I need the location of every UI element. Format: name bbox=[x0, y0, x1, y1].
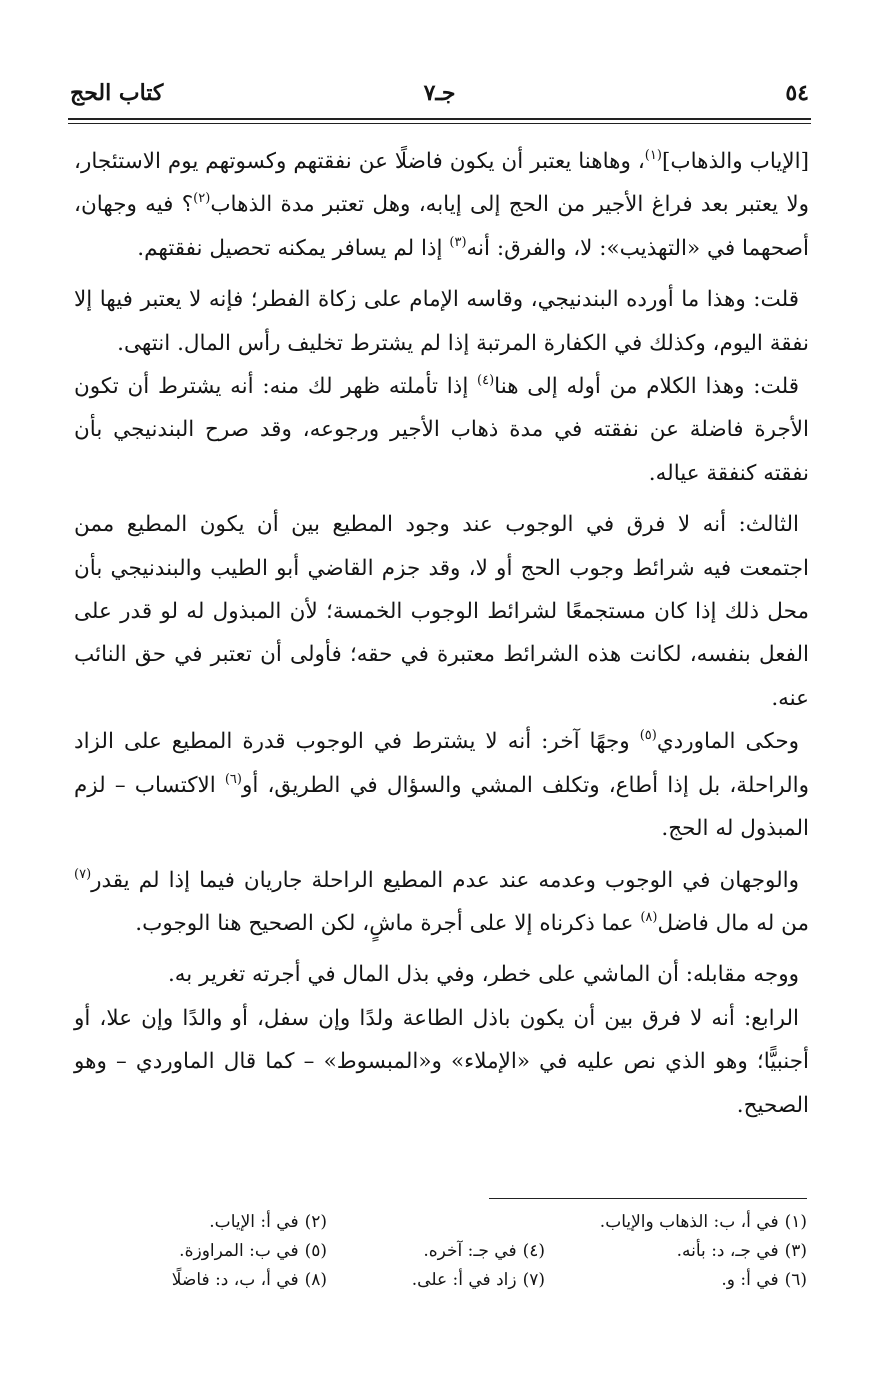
footnote-text: في أ: و. bbox=[721, 1270, 779, 1290]
footnote-marker: (٤) bbox=[477, 373, 495, 389]
footnote-marker: (٦) bbox=[224, 771, 242, 787]
footnote-row bbox=[74, 1208, 807, 1237]
paragraph-5 bbox=[74, 720, 809, 850]
footnote-number: (١) bbox=[784, 1212, 807, 1232]
paragraph-8 bbox=[74, 997, 809, 1127]
footnote-number: (٦) bbox=[784, 1270, 807, 1290]
footnote-marker: (٢) bbox=[193, 191, 211, 207]
paragraph-7 bbox=[74, 953, 809, 996]
footnote-item bbox=[412, 1266, 545, 1295]
footnote-text: في ب: المراوزة. bbox=[179, 1241, 299, 1261]
paragraph-text: إذا لم يسافر يمكنه تحصيل نفقتهم. bbox=[137, 235, 450, 261]
paragraph-text: قلت: وهذا ما أورده البندنيجي، وقاسه الإمام على زكاة الفطر؛ فإنه لا يعتبر فيها إلا نفقة اليوم، وكذلك في الكفارة المرتبة إذا لم يشترط تخليف رأس المال. انتهى. bbox=[74, 287, 809, 356]
footnote-marker: (٣) bbox=[449, 234, 467, 250]
footnote-item bbox=[600, 1208, 807, 1237]
page-number: ٥٤ bbox=[785, 80, 809, 106]
footnote-item bbox=[209, 1208, 327, 1237]
paragraph-text: من له مال فاضل bbox=[657, 910, 809, 936]
paragraph-text: قلت: وهذا الكلام من أوله إلى هنا bbox=[494, 374, 799, 400]
footnote-number: (٥) bbox=[304, 1241, 327, 1261]
footnote-text: في أ، ب: الذهاب والإياب. bbox=[599, 1212, 779, 1232]
volume-number: جـ٧ bbox=[423, 80, 456, 106]
paragraph-text: ووجه مقابله: أن الماشي على خطر، وفي بذل المال في أجرته تغرير به. bbox=[167, 962, 799, 988]
paragraph-text: الاكتساب – لزم المبذول له الحج. bbox=[74, 772, 809, 842]
paragraph-2 bbox=[74, 278, 809, 365]
footnote-separator bbox=[489, 1198, 807, 1199]
paragraph-text: والوجهان في الوجوب وعدمه عند عدم المطيع الراحلة جاريان فيما إذا لم يقدر bbox=[91, 867, 799, 893]
footnote-text: في أ، ب، د: فاضلًا bbox=[171, 1270, 299, 1290]
footnote-item bbox=[172, 1266, 327, 1295]
paragraph-text: عما ذكرناه إلا على أجرة ماشٍ، لكن الصحيح هنا الوجوب. bbox=[135, 910, 641, 936]
footnote-row bbox=[74, 1266, 807, 1295]
footnote-number: (٢) bbox=[304, 1212, 327, 1232]
footnote-item bbox=[721, 1266, 807, 1295]
footnote-text: زاد في أ: على. bbox=[411, 1270, 517, 1290]
footnote-text: في جـ: آخره. bbox=[423, 1241, 517, 1261]
footnote-item bbox=[179, 1237, 327, 1266]
paragraph-text: ؟ فيه وجهان، أصحهما في «التهذيب»: لا، والفرق: أنه bbox=[74, 192, 809, 261]
footnote-text: في أ: الإياب. bbox=[209, 1212, 299, 1232]
paragraph-1 bbox=[74, 140, 809, 270]
footnotes bbox=[74, 1208, 807, 1295]
header-rule-thick bbox=[68, 118, 811, 120]
paragraph-6 bbox=[74, 859, 809, 946]
paragraph-text: الرابع: أنه لا فرق بين أن يكون باذل الطاعة ولدًا وإن سفل، أو والدًا وإن علا، أو أجنبيًّا؛ وهو الذي نص عليه في «الإملاء» و«المبسوط» – كما قال الماوردي – وهو الصحيح. bbox=[74, 1005, 809, 1118]
paragraph-3 bbox=[74, 365, 809, 495]
footnote-marker: (١) bbox=[644, 148, 662, 163]
paragraph-text: إذا تأملته ظهر لك منه: أنه يشترط أن تكون الأجرة فاضلة عن نفقته في مدة ذهاب الأجير ورجوعه، وقد صرح البندنيجي بأن نفقته كنفقة عياله. bbox=[74, 374, 809, 486]
paragraph-text: ، وهاهنا يعتبر أن يكون فاضلًا عن نفقتهم وكسوتهم يوم الاستئجار، ولا يعتبر بعد فراغ الأجير من الحج إلى إيابه، وهل تعتبر مدة الذهاب bbox=[74, 149, 810, 218]
book-title: كتاب الحج bbox=[70, 80, 164, 106]
paragraph-text: [الإياب والذهاب] bbox=[661, 149, 809, 174]
footnote-marker: (٥) bbox=[639, 728, 657, 744]
paragraph-text: الثالث: أنه لا فرق في الوجوب عند وجود المطيع بين أن يكون المطيع ممن اجتمعت فيه شرائط وجوب الحج أو لا، وقد جزم القاضي أبو الطيب والبندنيجي بأن محل ذلك إذا كان مستجمعًا لشرائط الوجوب الخمسة؛ لأن المبذول له لو قدر على الفعل بنفسه، لكانت هذه الشرائط معتبرة في حقه؛ فأولى أن تعتبر في حق النائب عنه. bbox=[74, 512, 809, 711]
paragraph-text: وحكى الماوردي bbox=[656, 729, 799, 755]
footnote-number: (٨) bbox=[304, 1270, 327, 1290]
footnote-marker: (٨) bbox=[640, 909, 658, 925]
footnote-text: في جـ، د: بأنه. bbox=[676, 1241, 779, 1261]
footnote-item bbox=[423, 1237, 545, 1266]
main-text bbox=[74, 140, 809, 1127]
paragraph-4 bbox=[74, 503, 809, 720]
footnote-number: (٤) bbox=[522, 1241, 545, 1261]
running-header bbox=[68, 80, 811, 120]
paragraph-text: وجهًا آخر: أنه لا يشترط في الوجوب قدرة المطيع على الزاد والراحلة، بل إذا أطاع، وتكلف المشي والسؤال في الطريق، أو bbox=[74, 729, 809, 798]
footnote-number: (٣) bbox=[784, 1241, 807, 1261]
footnote-marker: (٧) bbox=[74, 866, 92, 882]
footnote-number: (٧) bbox=[522, 1270, 545, 1290]
header-rule-thin bbox=[68, 123, 811, 124]
footnote-item bbox=[677, 1237, 807, 1266]
footnote-row bbox=[74, 1237, 807, 1266]
